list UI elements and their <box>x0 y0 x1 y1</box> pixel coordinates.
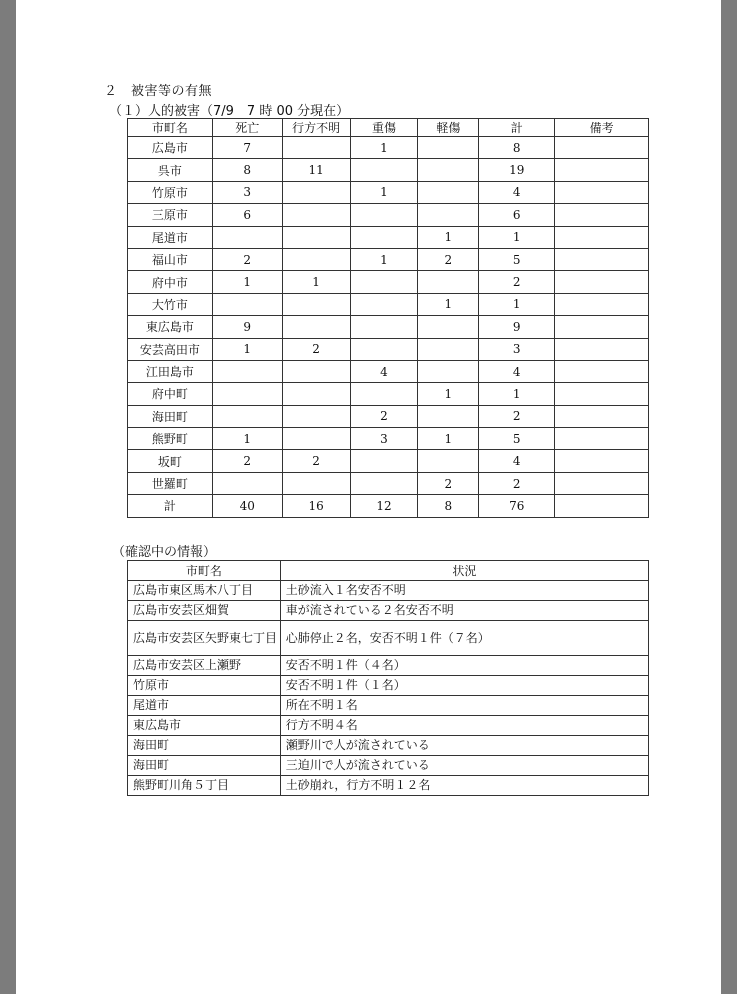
table-cell: 3 <box>479 338 555 360</box>
table-cell: 1 <box>418 383 479 405</box>
table-row <box>128 248 649 270</box>
table-cell <box>350 293 418 315</box>
table-row <box>128 181 649 203</box>
row-label-cell: 呉市 <box>128 159 213 181</box>
table-cell: 1 <box>418 428 479 450</box>
table-cell <box>282 405 350 427</box>
table-cell <box>555 383 649 405</box>
table-cell: 安否不明１件（１名） <box>280 676 648 696</box>
table-cell <box>555 181 649 203</box>
table-cell <box>282 204 350 226</box>
table-cell <box>418 204 479 226</box>
table-cell <box>555 159 649 181</box>
table-cell <box>555 248 649 270</box>
table-cell: 1 <box>350 248 418 270</box>
row-label-cell: 福山市 <box>128 248 213 270</box>
table-cell: 8 <box>418 495 479 517</box>
table-cell: 1 <box>479 293 555 315</box>
table-cell: 三迫川で人が流されている <box>280 756 648 776</box>
table-row <box>128 271 649 293</box>
row-label-cell: 海田町 <box>128 756 281 776</box>
table-cell: 1 <box>418 226 479 248</box>
table-cell: 4 <box>350 360 418 382</box>
table-cell: 5 <box>479 248 555 270</box>
section-title: ２ 被害等の有無 <box>104 84 213 99</box>
table-row <box>128 601 649 621</box>
header-row <box>128 119 649 137</box>
column-header: 市町名 <box>128 119 213 137</box>
table-cell <box>282 181 350 203</box>
table-cell <box>555 137 649 159</box>
table-cell <box>350 338 418 360</box>
table-cell: 7 <box>212 137 282 159</box>
row-label-cell: 計 <box>128 495 213 517</box>
table-cell: 2 <box>479 271 555 293</box>
table-cell <box>282 360 350 382</box>
pending-info-title: （確認中の情報） <box>112 545 217 560</box>
pending-info-table <box>127 560 649 796</box>
table-cell: 行方不明４名 <box>280 716 648 736</box>
table-cell <box>350 271 418 293</box>
table-row <box>128 450 649 472</box>
table-cell <box>350 450 418 472</box>
column-header: 行方不明 <box>282 119 350 137</box>
table-cell: 1 <box>212 338 282 360</box>
table-cell <box>555 316 649 338</box>
table-cell <box>555 360 649 382</box>
table-cell: 所在不明１名 <box>280 696 648 716</box>
casualties-title: （１）人的被害（7/9 7 時 00 分現在） <box>109 104 350 119</box>
column-header: 市町名 <box>128 561 281 581</box>
table-row <box>128 137 649 159</box>
table-cell: 19 <box>479 159 555 181</box>
table-cell: 瀬野川で人が流されている <box>280 736 648 756</box>
table-row <box>128 676 649 696</box>
table-cell: 安否不明１件（４名） <box>280 656 648 676</box>
table-row <box>128 293 649 315</box>
column-header: 重傷 <box>350 119 418 137</box>
table-cell <box>555 405 649 427</box>
row-label-cell: 尾道市 <box>128 696 281 716</box>
table-cell <box>418 159 479 181</box>
table-cell: 土砂崩れ，行方不明１２名 <box>280 776 648 796</box>
table-row <box>128 204 649 226</box>
table-cell <box>212 360 282 382</box>
table-cell: 6 <box>479 204 555 226</box>
table-row <box>128 581 649 601</box>
table-cell: 9 <box>479 316 555 338</box>
table-row <box>128 405 649 427</box>
table-cell <box>418 450 479 472</box>
table-cell <box>282 226 350 248</box>
row-label-cell: 坂町 <box>128 450 213 472</box>
table-cell <box>418 181 479 203</box>
table-cell <box>418 271 479 293</box>
table-cell: 11 <box>282 159 350 181</box>
row-label-cell: 尾道市 <box>128 226 213 248</box>
table-row <box>128 776 649 796</box>
column-header: 軽傷 <box>418 119 479 137</box>
table-cell: 心肺停止２名，安否不明１件（７名） <box>280 621 648 656</box>
table-cell <box>418 137 479 159</box>
table-row <box>128 428 649 450</box>
row-label-cell: 広島市東区馬木八丁目 <box>128 581 281 601</box>
table-cell <box>418 360 479 382</box>
table-row <box>128 316 649 338</box>
table-cell <box>212 405 282 427</box>
table-cell <box>350 383 418 405</box>
table-row <box>128 360 649 382</box>
header-row <box>128 561 649 581</box>
table-row <box>128 656 649 676</box>
row-label-cell: 大竹市 <box>128 293 213 315</box>
table-row <box>128 621 649 656</box>
table-cell: 2 <box>479 405 555 427</box>
table-cell <box>555 271 649 293</box>
row-label-cell: 安芸高田市 <box>128 338 213 360</box>
table-cell: 16 <box>282 495 350 517</box>
table-cell <box>350 472 418 494</box>
table-cell: 1 <box>479 226 555 248</box>
table-cell: 2 <box>350 405 418 427</box>
table-cell <box>282 316 350 338</box>
row-label-cell: 竹原市 <box>128 676 281 696</box>
table-cell <box>555 450 649 472</box>
row-label-cell: 府中町 <box>128 383 213 405</box>
row-label-cell: 東広島市 <box>128 716 281 736</box>
table-cell <box>350 204 418 226</box>
row-label-cell: 三原市 <box>128 204 213 226</box>
table-cell: 3 <box>212 181 282 203</box>
table-cell: 2 <box>418 472 479 494</box>
table-row <box>128 226 649 248</box>
table-row <box>128 696 649 716</box>
table-cell: 1 <box>479 383 555 405</box>
table-cell <box>350 159 418 181</box>
table-cell: 3 <box>350 428 418 450</box>
table-row <box>128 716 649 736</box>
table-cell <box>212 472 282 494</box>
table-cell: 1 <box>282 271 350 293</box>
table-cell <box>555 293 649 315</box>
table-cell: 5 <box>479 428 555 450</box>
table-row <box>128 383 649 405</box>
table-cell <box>555 226 649 248</box>
table-cell: 8 <box>212 159 282 181</box>
table-cell <box>282 428 350 450</box>
table-cell: 1 <box>350 137 418 159</box>
table-cell: 4 <box>479 360 555 382</box>
table-cell <box>282 248 350 270</box>
column-header: 状況 <box>280 561 648 581</box>
table-cell <box>555 472 649 494</box>
table-cell <box>555 204 649 226</box>
table-cell: 2 <box>479 472 555 494</box>
table-cell <box>350 226 418 248</box>
row-label-cell: 熊野町 <box>128 428 213 450</box>
table-row <box>128 472 649 494</box>
table-cell: 12 <box>350 495 418 517</box>
row-label-cell: 世羅町 <box>128 472 213 494</box>
row-label-cell: 広島市安芸区畑賀 <box>128 601 281 621</box>
table-cell <box>282 383 350 405</box>
table-cell: 2 <box>212 248 282 270</box>
document-page <box>16 0 721 994</box>
table-cell: 6 <box>212 204 282 226</box>
row-label-cell: 熊野町川角５丁目 <box>128 776 281 796</box>
row-label-cell: 府中市 <box>128 271 213 293</box>
table-row <box>128 159 649 181</box>
table-cell: 1 <box>418 293 479 315</box>
table-cell: 2 <box>282 338 350 360</box>
table-cell <box>282 293 350 315</box>
table-cell: 1 <box>350 181 418 203</box>
table-cell <box>350 316 418 338</box>
table-row <box>128 756 649 776</box>
column-header: 備考 <box>555 119 649 137</box>
row-label-cell: 広島市安芸区上瀬野 <box>128 656 281 676</box>
table-cell: 車が流されている２名安否不明 <box>280 601 648 621</box>
table-cell: 76 <box>479 495 555 517</box>
table-cell <box>418 338 479 360</box>
casualties-table <box>127 118 649 518</box>
table-cell: 2 <box>418 248 479 270</box>
row-label-cell: 江田島市 <box>128 360 213 382</box>
table-cell <box>555 338 649 360</box>
row-label-cell: 広島市 <box>128 137 213 159</box>
row-label-cell: 海田町 <box>128 405 213 427</box>
column-header: 死亡 <box>212 119 282 137</box>
table-cell: 土砂流入１名安否不明 <box>280 581 648 601</box>
table-cell: 4 <box>479 450 555 472</box>
table-cell <box>418 405 479 427</box>
row-label-cell: 竹原市 <box>128 181 213 203</box>
row-label-cell: 海田町 <box>128 736 281 756</box>
table-cell <box>212 293 282 315</box>
table-cell: 1 <box>212 271 282 293</box>
table-cell: 1 <box>212 428 282 450</box>
table-cell: 2 <box>212 450 282 472</box>
row-label-cell: 広島市安芸区矢野東七丁目 <box>128 621 281 656</box>
table-cell: 9 <box>212 316 282 338</box>
column-header: 計 <box>479 119 555 137</box>
table-cell <box>282 137 350 159</box>
table-cell <box>212 226 282 248</box>
table-cell: 40 <box>212 495 282 517</box>
row-label-cell: 東広島市 <box>128 316 213 338</box>
table-row <box>128 495 649 517</box>
table-row <box>128 736 649 756</box>
table-cell: 8 <box>479 137 555 159</box>
table-row <box>128 338 649 360</box>
table-cell: 4 <box>479 181 555 203</box>
table-cell <box>555 428 649 450</box>
table-cell <box>418 316 479 338</box>
table-cell: 2 <box>282 450 350 472</box>
table-cell <box>555 495 649 517</box>
table-cell <box>212 383 282 405</box>
table-cell <box>282 472 350 494</box>
